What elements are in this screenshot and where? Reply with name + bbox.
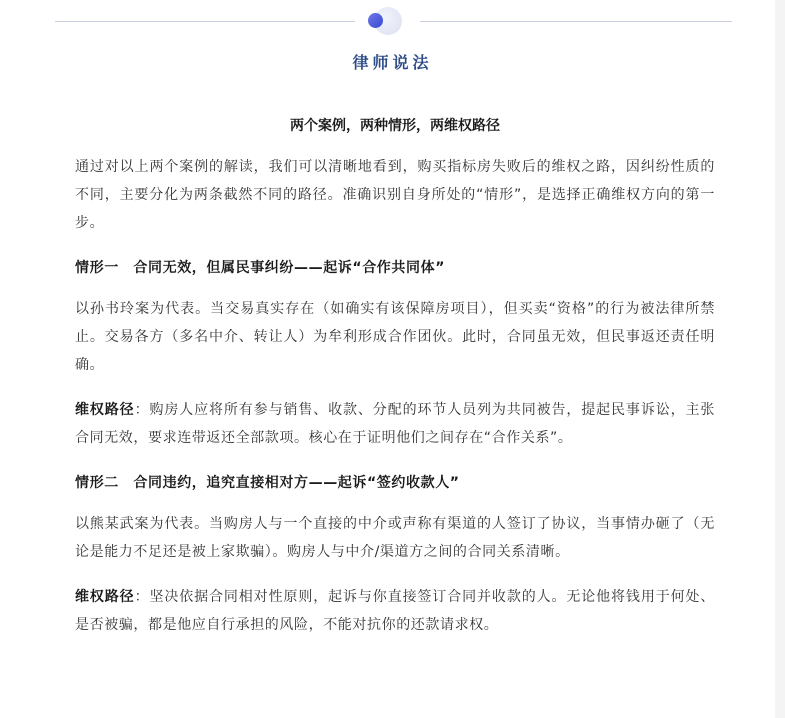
section-title: 律师说法 <box>352 53 433 72</box>
scrollbar[interactable] <box>775 0 785 718</box>
article-subtitle: 两个案例，两种情形，两维权路径 <box>290 118 500 134</box>
article-body <box>75 110 715 656</box>
situation1-path-label: 维权路径 <box>75 402 135 418</box>
situation1-heading: 情形一 合同无效，但属民事纠纷——起诉“合作共同体” <box>75 260 446 276</box>
situation2-heading: 情形二 合同违约，追究直接相对方——起诉“签约收款人” <box>75 475 460 491</box>
section-header <box>0 0 785 90</box>
situation2-case-paragraph: 以熊某武案为代表。当购房人与一个直接的中介或声称有渠道的人签订了协议，当事情办砸了（无论是能力不足还是被上家欺骗）。购房人与中介/渠道方之间的合同关系清晰。 <box>75 516 715 560</box>
situation1-path-text: ：购房人应将所有参与销售、收款、分配的环节人员列为共同被告，提起民事诉讼，主张合同无效，要求连带返还全部款项。核心在于证明他们之间存在“合作关系”。 <box>75 402 715 446</box>
divider-line-right <box>420 21 732 22</box>
situation1-case-paragraph: 以孙书玲案为代表。当交易真实存在（如确实有该保障房项目），但买卖“资格”的行为被法律所禁止。交易各方（多名中介、转让人）为牟利形成合作团伙。此时，合同虽无效，但民事返还责任明确。 <box>75 301 715 373</box>
title-ornament <box>362 6 408 36</box>
situation2-path-text: ：坚决依据合同相对性原则，起诉与你直接签订合同并收款的人。无论他将钱用于何处、是否被骗，都是他应自行承担的风险，不能对抗你的还款请求权。 <box>75 589 715 633</box>
situation1-path-paragraph <box>75 396 715 452</box>
ornament-dot-icon <box>368 13 383 28</box>
situation2-path-label: 维权路径 <box>75 589 135 605</box>
intro-paragraph: 通过对以上两个案例的解读，我们可以清晰地看到，购买指标房失败后的维权之路，因纠纷性质的不同，主要分化为两条截然不同的路径。准确识别自身所处的“情形”，是选择正确维权方向的第一步。 <box>75 159 715 231</box>
divider-line-left <box>55 21 355 22</box>
situation2-path-paragraph <box>75 583 715 639</box>
